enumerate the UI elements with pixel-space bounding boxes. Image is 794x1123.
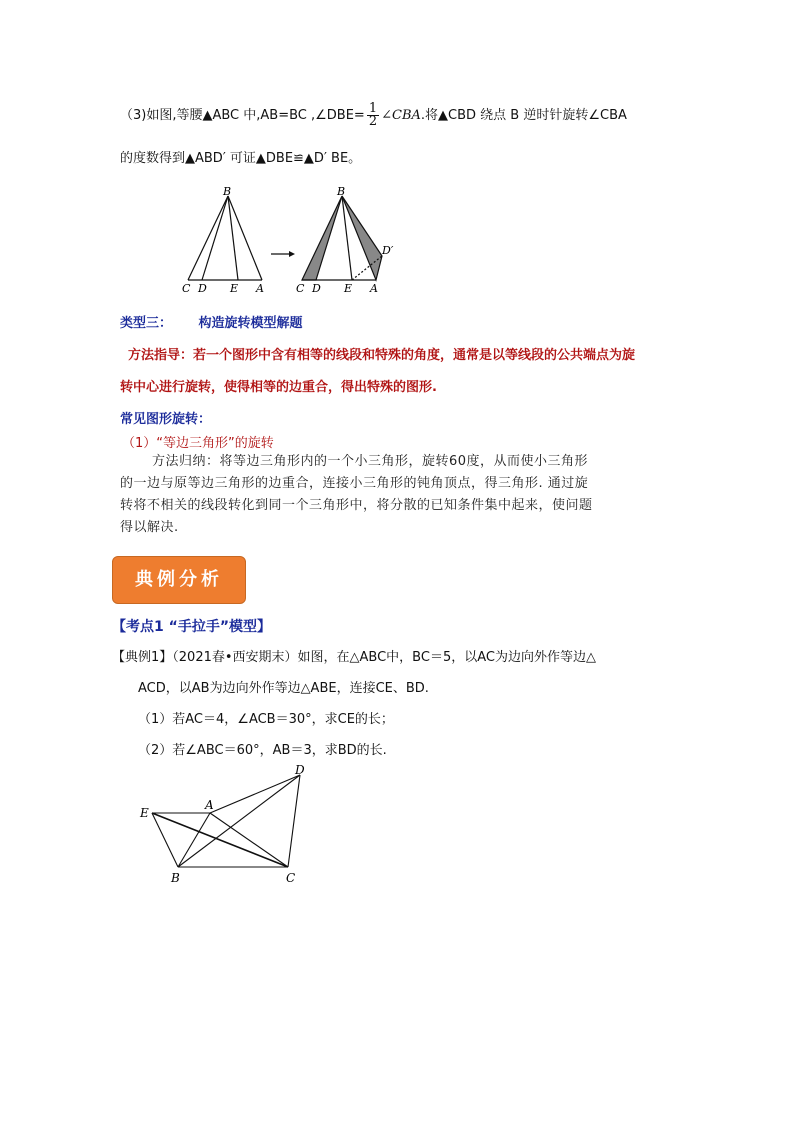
type3-title: 构造旋转模型解题 (198, 316, 303, 331)
example-line1: 【典例1】（2021春•西安期末）如图，在△ABC中，BC＝5，以AC为边向外作等边△ (112, 650, 596, 665)
fraction-denominator: 2 (368, 114, 378, 129)
summary-line1: 方法归纳：将等边三角形内的一个小三角形，旋转60度，从而使小三角形 (152, 454, 589, 469)
type3-label: 类型三： (120, 316, 173, 331)
label-C: C (182, 282, 191, 295)
label-E2: E (344, 282, 353, 295)
label-Dprime: D′ (382, 244, 394, 257)
example-line2: ACD，以AB为边向外作等边△ABE，连接CE、BD. (138, 681, 429, 696)
left-triangle (188, 196, 262, 280)
kaodian-heading: 【考点1 “手拉手”模型】 (112, 619, 272, 635)
label-C: C (286, 871, 296, 885)
part3-line2: 的度数得到▲ABD′ 可证▲DBE≌▲D′ BE。 (120, 151, 362, 166)
example-analysis-badge (112, 556, 246, 604)
label-A: A (256, 282, 264, 295)
right-triangle (302, 196, 382, 280)
rotation-figure (176, 184, 396, 299)
type3-heading (120, 312, 303, 331)
summary-line3: 转将不相关的线段转化到同一个三角形中，将分散的已知条件集中起来，使问题 (120, 498, 593, 513)
label-B: B (171, 871, 180, 885)
label-C2: C (296, 282, 305, 295)
fraction-half (367, 103, 379, 128)
hand-in-hand-figure (135, 762, 325, 887)
label-D2: D (312, 282, 321, 295)
label-B2: B (337, 185, 346, 198)
part3-line1 (120, 103, 627, 129)
part3-suffix: .将▲CBD 绕点 B 逆时针旋转∠CBA (420, 108, 627, 123)
common-rotation-title: 常见图形旋转： (120, 412, 212, 427)
label-B: B (223, 185, 232, 198)
label-E: E (230, 282, 239, 295)
method-guide-line2: 转中心进行旋转，使得相等的边重合，得出特殊的图形. (120, 380, 437, 395)
label-A: A (205, 798, 214, 812)
method-guide-line1: 方法指导：若一个图形中含有相等的线段和特殊的角度，通常是以等线段的公共端点为旋 (128, 348, 636, 363)
part3-angle: ∠CBA (381, 108, 421, 123)
question-1: （1）若AC＝4，∠ACB＝30°，求CE的长； (138, 712, 394, 727)
badge-label: 典例分析 (135, 569, 223, 590)
label-D: D (295, 763, 305, 777)
label-E: E (140, 806, 149, 820)
question-2: （2）若∠ABC＝60°，AB＝3，求BD的长. (138, 743, 387, 758)
figure2-lines (152, 775, 300, 867)
label-D: D (198, 282, 207, 295)
summary-line2: 的一边与原等边三角形的边重合，连接小三角形的钝角顶点，得三角形. 通过旋 (120, 476, 589, 491)
label-A2: A (370, 282, 378, 295)
item1-equilateral: （1）“等边三角形”的旋转 (122, 436, 274, 451)
summary-line4: 得以解决. (120, 520, 179, 535)
part3-prefix: （3)如图,等腰▲ABC 中,AB=BC ,∠DBE= (120, 108, 365, 123)
arrow-right-icon (271, 251, 295, 257)
fraction-numerator: 1 (368, 101, 378, 116)
